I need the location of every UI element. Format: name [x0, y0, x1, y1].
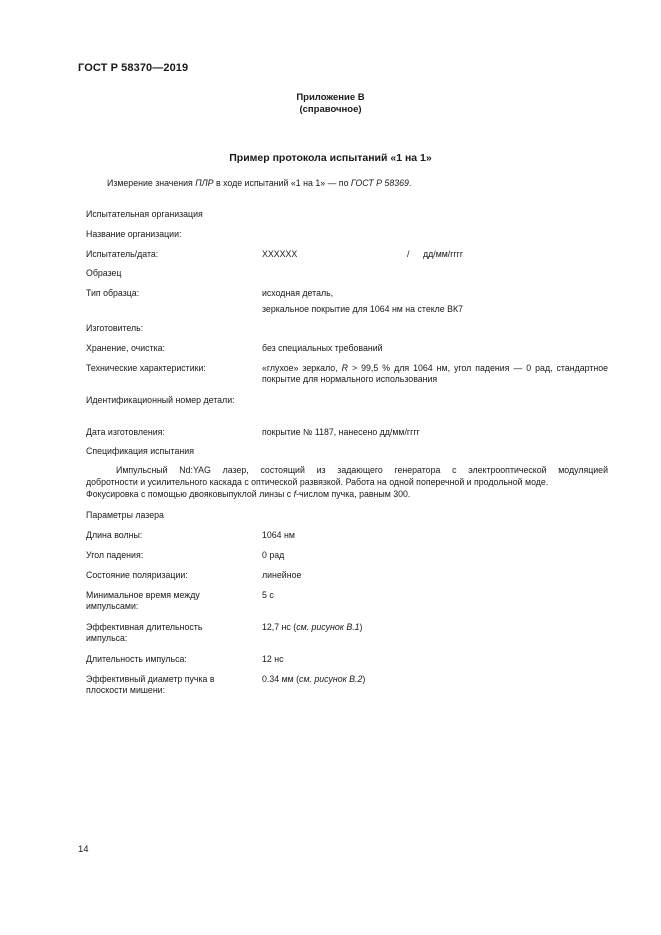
eff-duration-value — [262, 622, 608, 633]
intro-std-ref: ГОСТ Р 58369 — [350, 178, 409, 188]
tester-label: Испытатель/дата: — [86, 249, 159, 259]
org-name-label: Название организации: — [86, 229, 182, 239]
beam-diam-ref: см. рисунок В.2 — [299, 674, 363, 684]
laser-desc-line3 — [86, 488, 608, 500]
intro-paragraph — [107, 178, 411, 188]
laser-desc-line1: Импульсный Nd:YAG лазер, состоящий из задающего генератора с электрооптической модуляцией — [116, 465, 608, 475]
wavelength-value: 1064 нм — [262, 530, 295, 540]
sample-type-line1: исходная деталь, — [262, 288, 334, 298]
tech-value-r: R — [341, 363, 348, 373]
eff-duration-close: ) — [359, 622, 363, 632]
min-interval-label: Минимальное время между импульсами: — [86, 590, 200, 611]
protocol-title: Пример протокола испытаний «1 на 1» — [229, 152, 432, 164]
tech-label: Технические характеристики: — [86, 363, 206, 373]
tester-name: XXXXXX — [262, 249, 298, 259]
laser-desc-line3-f: f — [293, 489, 297, 499]
laser-params-label: Параметры лазера — [86, 510, 164, 520]
maker-label: Изготовитель: — [86, 323, 144, 333]
tech-value — [262, 363, 608, 385]
sample-type-value — [262, 288, 608, 315]
tester-date: дд/мм/гггг — [423, 249, 464, 259]
mfg-date-value: покрытие № 1187, нанесено дд/мм/гггг — [262, 427, 420, 437]
sample-type-line2: зеркальное покрытие для 1064 нм на стекле ВК7 — [262, 304, 464, 314]
duration-label: Длительность импульса: — [86, 654, 187, 664]
beam-diam-close: ) — [362, 674, 366, 684]
beam-diam-number: 0.34 мм ( — [262, 674, 300, 684]
polarization-value: линейное — [262, 570, 302, 580]
incidence-label: Угол падения: — [86, 550, 144, 560]
annex-heading — [0, 92, 661, 116]
polarization-label: Состояние поляризации: — [86, 570, 188, 580]
mfg-date-label: Дата изготовления: — [86, 427, 165, 437]
tester-slash: / — [407, 249, 410, 259]
annex-kind: (справочное) — [299, 104, 362, 115]
sample-type-label: Тип образца: — [86, 288, 140, 298]
beam-diam-label: Эффективный диаметр пучка в плоскости мишени: — [86, 674, 215, 695]
tech-value-a: «глухое» зеркало, — [262, 363, 342, 373]
min-interval-value: 5 с — [262, 590, 274, 600]
intro-abbr: ПЛР — [195, 178, 214, 188]
laser-description — [86, 464, 608, 500]
incidence-value: 0 рад — [262, 550, 285, 560]
intro-prefix: Измерение значения — [107, 178, 196, 188]
standard-header: ГОСТ Р 58370—2019 — [78, 62, 189, 74]
page-number: 14 — [78, 844, 89, 855]
laser-desc-line2: добротности и усилительного каскада с оптической развязкой. Работа на одной поперечной и продольной моде. — [86, 477, 549, 487]
tester-value — [262, 249, 608, 260]
org-label: Испытательная организация — [86, 209, 203, 219]
duration-value: 12 нс — [262, 654, 284, 664]
storage-label: Хранение, очистка: — [86, 343, 165, 353]
annex-title: Приложение В — [296, 92, 365, 103]
storage-value: без специальных требований — [262, 343, 383, 353]
id-label: Идентификационный номер детали: — [86, 395, 235, 405]
spec-label: Спецификация испытания — [86, 446, 194, 456]
sample-label: Образец — [86, 268, 122, 278]
intro-middle: в ходе испытаний «1 на 1» — по — [213, 178, 351, 188]
eff-duration-ref: см. рисунок В.1 — [296, 622, 360, 632]
eff-duration-label: Эффективная длительность импульса: — [86, 622, 203, 643]
laser-desc-line3-b: -числом пучка, равным 300. — [296, 489, 411, 499]
tech-value-b: > 99,5 % для 1064 нм, угол падения — 0 рад, стандартное покрытие для нормального использования — [262, 363, 608, 384]
laser-desc-line3-a: Фокусировка с помощью двояковыпуклой линзы с — [86, 489, 294, 499]
beam-diam-value — [262, 674, 608, 685]
eff-duration-number: 12,7 нс ( — [262, 622, 297, 632]
wavelength-label: Длина волны: — [86, 530, 143, 540]
intro-suffix: . — [408, 178, 412, 188]
